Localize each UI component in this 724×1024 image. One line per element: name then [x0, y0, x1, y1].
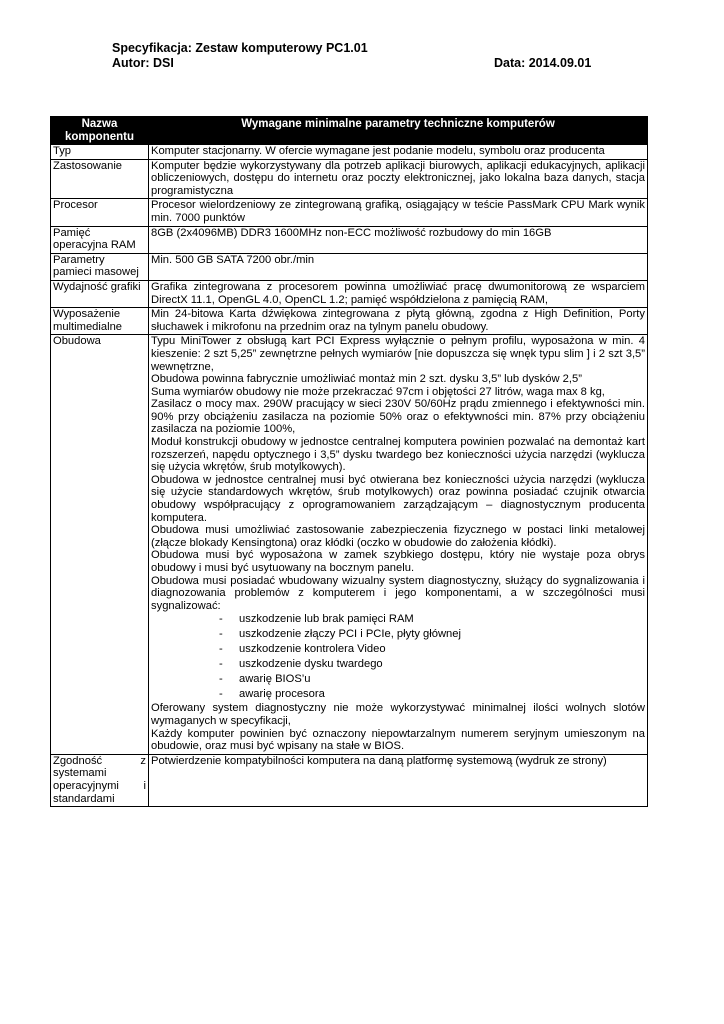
spec-table: [50, 116, 648, 807]
row-name-multimedia: Wyposażenie multimedialne: [51, 308, 149, 335]
obudowa-paragraph: Obudowa musi posiadać wbudowany wizualny system diagnostyczny, służący do sygnalizowania i diagnozowania problemów z komputerem i jego komponentami, a w szczególności musi sygnalizować:: [151, 574, 645, 612]
table-row: [51, 145, 648, 160]
row-desc-ram: 8GB (2x4096MB) DDR3 1600MHz non-ECC możliwość rozbudowy do min 16GB: [149, 226, 648, 253]
list-item: - uszkodzenie dysku twardego: [219, 657, 645, 672]
obudowa-paragraph: Obudowa musi być wyposażona w zamek szybkiego dostępu, który nie wystaje poza obrys obudowy i musi być usytuowany na bocznym panelu.: [151, 549, 645, 574]
table-row: [51, 308, 648, 335]
row-desc-graphics: Grafika zintegrowana z procesorem powinna umożliwiać pracę dwumonitorową ze wsparciem DirectX 11.1, OpenGL 4.0, OpenCL 1.2; pamięć współdzielona z pamięcią RAM,: [149, 280, 648, 307]
obudowa-paragraph: Moduł konstrukcji obudowy w jednostce centralnej komputera powinien pozwalać na demontaż kart rozszerzeń, napędu optycznego i 3,5” dysku twardego bez konieczności użycia narzędzi (wyklucza się użycia wkrętów, śrub motylkowych).: [151, 436, 645, 474]
row-desc-compatibility: Potwierdzenie kompatybilności komputera na daną platformę systemową (wydruk ze strony): [149, 754, 648, 806]
row-desc-obudowa: [149, 335, 648, 754]
obudowa-paragraph: Oferowany system diagnostyczny nie może wykorzystywać minimalnej ilości wolnych slotów wymaganych w specyfikacji,: [151, 702, 645, 727]
col-header-component: Nazwa komponentu: [51, 117, 149, 145]
list-item: - awarię BIOS’u: [219, 672, 645, 687]
row-desc-multimedia: Min 24-bitowa Karta dźwiękowa zintegrowana z płytą główną, zgodna z High Definition, Porty słuchawek i mikrofonu na przednim oraz na tylnym panelu obudowy.: [149, 308, 648, 335]
list-item: - awarię procesora: [219, 687, 645, 702]
obudowa-paragraph: Suma wymiarów obudowy nie może przekraczać 97cm i objętości 27 litrów, waga max 8 kg,: [151, 385, 605, 398]
list-item: - uszkodzenie złączy PCI i PCIe, płyty głównej: [219, 627, 645, 642]
obudowa-paragraph: Obudowa powinna fabrycznie umożliwiać montaż min 2 szt. dysku 3,5” lub dysków 2,5”: [151, 373, 582, 386]
obudowa-paragraph: Obudowa musi umożliwiać zastosowanie zabezpieczenia fizycznego w postaci linki metalowej (złącze blokady Kensingtona) oraz kłódki (oczko w obudowie do założenia kłódki).: [151, 524, 645, 549]
row-name-obudowa: Obudowa: [51, 335, 149, 754]
row-name-procesor: Procesor: [51, 199, 149, 226]
document-title: Specyfikacja: Zestaw komputerowy PC1.01: [112, 41, 368, 55]
row-name-graphics: Wydajność grafiki: [51, 280, 149, 307]
col-header-params: Wymagane minimalne parametry techniczne komputerów: [149, 117, 648, 145]
row-name-compatibility: Zgodność z systemami operacyjnymi i standardami: [51, 754, 149, 806]
list-item: - uszkodzenie lub brak pamięci RAM: [219, 612, 645, 627]
row-desc-procesor: Procesor wielordzeniowy ze zintegrowaną grafiką, osiągający w teście PassMark CPU Mark wynik min. 7000 punktów: [149, 199, 648, 226]
table-header-row: [51, 117, 648, 145]
obudowa-paragraph: Każdy komputer powinien być oznaczony niepowtarzalnym numerem seryjnym umieszonym na obudowie, oraz musi być wpisany na stałe w BIOS.: [151, 727, 645, 753]
table-row: [51, 335, 648, 754]
row-desc-typ: Komputer stacjonarny. W ofercie wymagane jest podanie modelu, symbolu oraz producenta: [149, 145, 648, 160]
row-name-zastosowanie: Zastosowanie: [51, 159, 149, 199]
table-row: [51, 280, 648, 307]
table-row: [51, 253, 648, 280]
table-row: [51, 199, 648, 226]
row-desc-zastosowanie: Komputer będzie wykorzystywany dla potrzeb aplikacji biurowych, aplikacji edukacyjnych, aplikacji obliczeniowych, dostępu do internetu oraz poczty elektronicznej, jako lokalna baza danych, stacja programistyczna: [149, 159, 648, 199]
row-name-storage: Parametry pamieci masowej: [51, 253, 149, 280]
obudowa-paragraph: Obudowa w jednostce centralnej musi być otwierana bez konieczności użycia narzędzi (wyklucza się użycie standardowych wkrętów, śrub motylkowych) oraz powinna posiadać czujnik otwarcia obudowy współpracujący z oprogramowaniem zarządzającym – diagnostycznym producenta komputera.: [151, 473, 645, 524]
row-name-typ: Typ: [51, 145, 149, 160]
obudowa-paragraph: Zasilacz o mocy max. 290W pracujący w sieci 230V 50/60Hz prądu zmiennego i efektywności min. 90% przy obciążeniu zasilacza na poziomie 50% oraz o efektywności min. 87% przy obciążeniu zasilacza na poziomie 100%,: [151, 398, 645, 436]
table-row: [51, 159, 648, 199]
table-row: [51, 754, 648, 806]
list-item: - uszkodzenie kontrolera Video: [219, 642, 645, 657]
document-date: Data: 2014.09.01: [494, 56, 592, 70]
document-author: Autor: DSI: [112, 56, 174, 70]
row-desc-storage: Min. 500 GB SATA 7200 obr./min: [149, 253, 648, 280]
diagnostic-list: [151, 612, 645, 702]
obudowa-paragraph: Typu MiniTower z obsługą kart PCI Express wyłącznie o pełnym profilu, wyposażona w min. 4 kieszenie: 2 szt 5,25” zewnętrzne pełnych wymiarów [nie dopuszcza się wnęk typu slim ] i 2 szt 3,5” wewnętrzne,: [151, 335, 645, 373]
row-name-ram: Pamięć operacyjna RAM: [51, 226, 149, 253]
table-row: [51, 226, 648, 253]
